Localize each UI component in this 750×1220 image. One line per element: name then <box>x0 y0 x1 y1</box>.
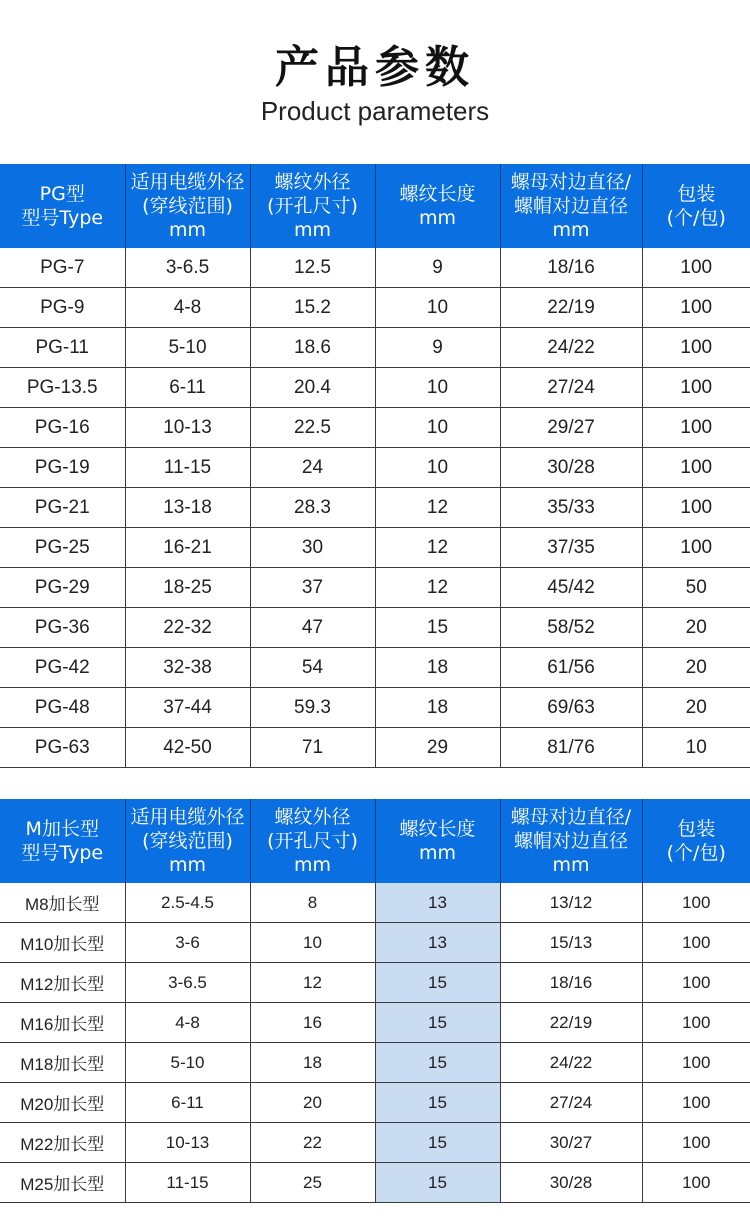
table-row <box>0 1163 750 1203</box>
cell-thread-length: 9 <box>375 248 500 288</box>
cell-model: M12加长型 <box>0 963 125 1003</box>
cell-cable-diameter: 5-10 <box>125 328 250 368</box>
cell-model: M8加长型 <box>0 883 125 923</box>
cell-model: M10加长型 <box>0 923 125 963</box>
cell-nut-across-flats: 13/12 <box>500 883 642 923</box>
pg-spec-table <box>0 164 750 768</box>
table-row <box>0 688 750 728</box>
cell-cable-diameter: 4-8 <box>125 288 250 328</box>
cell-model: PG-29 <box>0 568 125 608</box>
table-row <box>0 488 750 528</box>
cell-packaging: 100 <box>642 448 750 488</box>
cell-thread-length: 15 <box>375 1083 500 1123</box>
table-row <box>0 328 750 368</box>
cell-packaging: 20 <box>642 648 750 688</box>
table-header-row <box>0 799 750 883</box>
cell-cable-diameter: 6-11 <box>125 1083 250 1123</box>
cell-model: PG-21 <box>0 488 125 528</box>
cell-nut-across-flats: 22/19 <box>500 288 642 328</box>
cell-thread-diameter: 59.3 <box>250 688 375 728</box>
cell-cable-diameter: 42-50 <box>125 728 250 768</box>
cell-cable-diameter: 13-18 <box>125 488 250 528</box>
cell-model: M18加长型 <box>0 1043 125 1083</box>
cell-model: PG-16 <box>0 408 125 448</box>
table-header-row <box>0 164 750 248</box>
header-packaging: 包装 (个/包) <box>642 164 750 248</box>
cell-nut-across-flats: 29/27 <box>500 408 642 448</box>
cell-thread-diameter: 20.4 <box>250 368 375 408</box>
cell-cable-diameter: 3-6.5 <box>125 963 250 1003</box>
cell-thread-length: 12 <box>375 528 500 568</box>
cell-thread-diameter: 8 <box>250 883 375 923</box>
cell-nut-across-flats: 24/22 <box>500 328 642 368</box>
header-model-type: M加长型 型号Type <box>0 799 125 883</box>
cell-cable-diameter: 16-21 <box>125 528 250 568</box>
cell-model: PG-13.5 <box>0 368 125 408</box>
cell-packaging: 100 <box>642 328 750 368</box>
cell-packaging: 100 <box>642 288 750 328</box>
cell-thread-length: 10 <box>375 408 500 448</box>
cell-nut-across-flats: 30/28 <box>500 448 642 488</box>
cell-thread-length: 18 <box>375 688 500 728</box>
cell-cable-diameter: 11-15 <box>125 448 250 488</box>
cell-thread-length: 13 <box>375 923 500 963</box>
cell-nut-across-flats: 69/63 <box>500 688 642 728</box>
cell-thread-length: 15 <box>375 1043 500 1083</box>
cell-packaging: 100 <box>642 408 750 448</box>
cell-thread-length: 9 <box>375 328 500 368</box>
table-row <box>0 728 750 768</box>
cell-thread-length: 15 <box>375 608 500 648</box>
cell-nut-across-flats: 81/76 <box>500 728 642 768</box>
cell-nut-across-flats: 35/33 <box>500 488 642 528</box>
cell-model: M22加长型 <box>0 1123 125 1163</box>
cell-thread-diameter: 22.5 <box>250 408 375 448</box>
cell-thread-length: 29 <box>375 728 500 768</box>
header-nut-across-flats: 螺母对边直径/ 螺帽对边直径 mm <box>500 164 642 248</box>
cell-packaging: 50 <box>642 568 750 608</box>
table-row <box>0 248 750 288</box>
table-row <box>0 568 750 608</box>
cell-thread-diameter: 15.2 <box>250 288 375 328</box>
cell-model: PG-7 <box>0 248 125 288</box>
cell-thread-diameter: 24 <box>250 448 375 488</box>
cell-packaging: 100 <box>642 1083 750 1123</box>
cell-cable-diameter: 10-13 <box>125 1123 250 1163</box>
cell-model: PG-42 <box>0 648 125 688</box>
cell-packaging: 20 <box>642 688 750 728</box>
cell-cable-diameter: 3-6.5 <box>125 248 250 288</box>
cell-nut-across-flats: 27/24 <box>500 1083 642 1123</box>
header-thread-diameter: 螺纹外径 (开孔尺寸) mm <box>250 799 375 883</box>
page-title: 产品参数 <box>275 42 475 93</box>
cell-model: PG-11 <box>0 328 125 368</box>
cell-thread-length: 10 <box>375 448 500 488</box>
header-model-type: PG型 型号Type <box>0 164 125 248</box>
table-row <box>0 288 750 328</box>
cell-cable-diameter: 5-10 <box>125 1043 250 1083</box>
header-cable-diameter: 适用电缆外径 (穿线范围) mm <box>125 164 250 248</box>
cell-cable-diameter: 2.5-4.5 <box>125 883 250 923</box>
cell-thread-diameter: 47 <box>250 608 375 648</box>
table-row <box>0 1003 750 1043</box>
cell-cable-diameter: 32-38 <box>125 648 250 688</box>
cell-nut-across-flats: 18/16 <box>500 963 642 1003</box>
cell-model: PG-63 <box>0 728 125 768</box>
cell-model: PG-48 <box>0 688 125 728</box>
table-row <box>0 448 750 488</box>
cell-packaging: 100 <box>642 963 750 1003</box>
cell-thread-length: 15 <box>375 1163 500 1203</box>
cell-cable-diameter: 10-13 <box>125 408 250 448</box>
cell-nut-across-flats: 22/19 <box>500 1003 642 1043</box>
cell-nut-across-flats: 27/24 <box>500 368 642 408</box>
cell-packaging: 100 <box>642 1123 750 1163</box>
table-row <box>0 1123 750 1163</box>
table-row <box>0 528 750 568</box>
cell-thread-length: 12 <box>375 488 500 528</box>
cell-thread-diameter: 12 <box>250 963 375 1003</box>
cell-model: PG-25 <box>0 528 125 568</box>
cell-model: M20加长型 <box>0 1083 125 1123</box>
cell-cable-diameter: 3-6 <box>125 923 250 963</box>
cell-thread-diameter: 28.3 <box>250 488 375 528</box>
cell-cable-diameter: 22-32 <box>125 608 250 648</box>
table-row <box>0 883 750 923</box>
cell-cable-diameter: 6-11 <box>125 368 250 408</box>
cell-packaging: 100 <box>642 528 750 568</box>
cell-thread-length: 10 <box>375 368 500 408</box>
cell-packaging: 100 <box>642 248 750 288</box>
cell-nut-across-flats: 24/22 <box>500 1043 642 1083</box>
cell-nut-across-flats: 58/52 <box>500 608 642 648</box>
table-row <box>0 963 750 1003</box>
cell-thread-diameter: 71 <box>250 728 375 768</box>
cell-thread-diameter: 16 <box>250 1003 375 1043</box>
cell-thread-length: 18 <box>375 648 500 688</box>
page-subtitle: Product parameters <box>260 96 490 126</box>
cell-thread-diameter: 25 <box>250 1163 375 1203</box>
header-packaging: 包装 (个/包) <box>642 799 750 883</box>
cell-thread-length: 13 <box>375 883 500 923</box>
cell-cable-diameter: 37-44 <box>125 688 250 728</box>
header-thread-diameter: 螺纹外径 (开孔尺寸) mm <box>250 164 375 248</box>
table-row <box>0 1043 750 1083</box>
table-row <box>0 608 750 648</box>
header-thread-length: 螺纹长度 mm <box>375 164 500 248</box>
header-nut-across-flats: 螺母对边直径/ 螺帽对边直径 mm <box>500 799 642 883</box>
table-row <box>0 368 750 408</box>
cell-model: PG-19 <box>0 448 125 488</box>
cell-model: M16加长型 <box>0 1003 125 1043</box>
cell-packaging: 100 <box>642 883 750 923</box>
cell-thread-diameter: 18 <box>250 1043 375 1083</box>
table-row <box>0 923 750 963</box>
cell-thread-length: 12 <box>375 568 500 608</box>
cell-packaging: 100 <box>642 923 750 963</box>
header-thread-length: 螺纹长度 mm <box>375 799 500 883</box>
cell-thread-diameter: 18.6 <box>250 328 375 368</box>
cell-nut-across-flats: 15/13 <box>500 923 642 963</box>
table-row <box>0 1083 750 1123</box>
cell-packaging: 100 <box>642 1043 750 1083</box>
cell-model: PG-36 <box>0 608 125 648</box>
cell-packaging: 100 <box>642 488 750 528</box>
cell-thread-diameter: 37 <box>250 568 375 608</box>
cell-model: PG-9 <box>0 288 125 328</box>
cell-thread-diameter: 10 <box>250 923 375 963</box>
cell-packaging: 10 <box>642 728 750 768</box>
cell-thread-diameter: 12.5 <box>250 248 375 288</box>
cell-cable-diameter: 11-15 <box>125 1163 250 1203</box>
cell-model: M25加长型 <box>0 1163 125 1203</box>
cell-nut-across-flats: 30/28 <box>500 1163 642 1203</box>
cell-cable-diameter: 4-8 <box>125 1003 250 1043</box>
cell-packaging: 100 <box>642 1163 750 1203</box>
cell-packaging: 100 <box>642 368 750 408</box>
cell-thread-diameter: 54 <box>250 648 375 688</box>
table-row <box>0 648 750 688</box>
cell-thread-length: 10 <box>375 288 500 328</box>
cell-nut-across-flats: 18/16 <box>500 248 642 288</box>
cell-packaging: 100 <box>642 1003 750 1043</box>
cell-thread-length: 15 <box>375 1003 500 1043</box>
cell-thread-diameter: 22 <box>250 1123 375 1163</box>
cell-cable-diameter: 18-25 <box>125 568 250 608</box>
header-cable-diameter: 适用电缆外径 (穿线范围) mm <box>125 799 250 883</box>
cell-nut-across-flats: 61/56 <box>500 648 642 688</box>
cell-thread-diameter: 30 <box>250 528 375 568</box>
table-row <box>0 408 750 448</box>
cell-thread-length: 15 <box>375 1123 500 1163</box>
cell-thread-length: 15 <box>375 963 500 1003</box>
cell-thread-diameter: 20 <box>250 1083 375 1123</box>
cell-nut-across-flats: 45/42 <box>500 568 642 608</box>
cell-packaging: 20 <box>642 608 750 648</box>
cell-nut-across-flats: 30/27 <box>500 1123 642 1163</box>
cell-nut-across-flats: 37/35 <box>500 528 642 568</box>
m-extended-spec-table <box>0 799 750 1203</box>
